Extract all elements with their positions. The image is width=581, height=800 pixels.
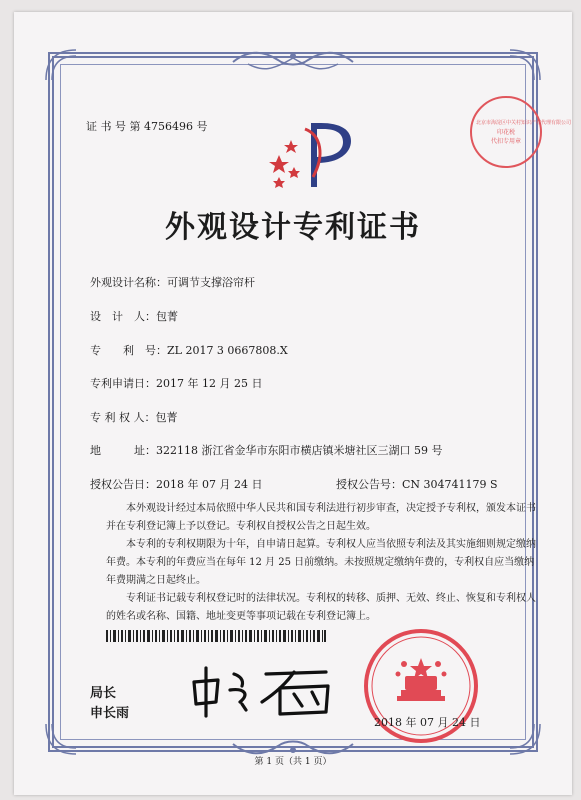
field-patent-number	[90, 342, 288, 358]
field-value: 包菁	[155, 411, 178, 424]
certificate-title: 外观设计专利证书	[165, 210, 421, 245]
field-label: 专 利 号：	[90, 344, 167, 357]
field-value: 322118 浙江省金华市东阳市横店镇米塘社区三湖口 59 号	[156, 444, 443, 457]
field-design-name	[90, 274, 255, 290]
field-value: ZL 2017 3 0667808.X	[167, 344, 288, 357]
field-value: 2018 年 07 月 24 日	[156, 478, 263, 491]
field-value: 包菁	[156, 310, 178, 323]
field-label: 专利申请日：	[90, 377, 156, 390]
certificate-number-label: 证 书 号 第	[86, 120, 141, 133]
field-value: CN 304741179 S	[402, 478, 498, 491]
paragraph-grant-decision: 本外观设计经过本局依照中华人民共和国专利法进行初步审查，决定授予专利权，颁发本证书并在专利登记簿上予以登记。专利权自授权公告之日起生效。	[106, 503, 536, 532]
tax-stamp-arc-text: 北京市海淀区中关村知识产权代理有限公司	[476, 119, 572, 126]
tax-stamp-line2: 代扣专用章	[490, 137, 521, 145]
field-value: 可调节支撑浴帘杆	[167, 276, 255, 289]
corner-ornament-bl	[44, 722, 78, 756]
field-application-date	[90, 375, 262, 391]
field-label: 外观设计名称：	[90, 276, 167, 289]
certificate-number	[86, 118, 208, 134]
patent-office-logo	[269, 115, 369, 195]
bottom-ornament	[228, 734, 358, 756]
field-label: 地 址：	[90, 444, 156, 457]
corner-ornament-tr	[508, 48, 542, 82]
field-patentee	[90, 409, 178, 425]
field-label: 专 利 权 人：	[90, 411, 156, 424]
field-address	[90, 442, 442, 458]
page-number: 第 1 页（共 1 页）	[254, 757, 332, 767]
certificate-number-suffix: 号	[196, 120, 208, 133]
field-label: 授权公告号：	[336, 478, 402, 491]
certificate-number-value: 4756496	[144, 120, 193, 133]
field-grant-date	[90, 476, 262, 492]
director-signature	[184, 660, 344, 720]
barcode	[106, 630, 326, 642]
tax-stamp-line1: 印花税	[496, 128, 515, 136]
corner-ornament-br	[508, 722, 542, 756]
top-ornament	[228, 50, 358, 72]
field-value: 2017 年 12 月 25 日	[156, 377, 263, 390]
paragraph-patent-term: 本专利的专利权期限为十年，自申请日起算。专利权人应当依照专利法及其实施细则规定缴纳年费。本专利的年费应当在每年 12 月 25 日前缴纳。未按照规定缴纳年费的，专利权自应当缴纳年费期满之日起终止。	[106, 539, 536, 586]
corner-ornament-tl	[44, 48, 78, 82]
director-name: 申长雨	[90, 706, 130, 721]
director-title: 局长	[90, 686, 117, 701]
certificate-page	[14, 12, 572, 795]
seal-date: 2018 年 07 月 24 日	[374, 716, 481, 729]
field-label: 授权公告日：	[90, 478, 156, 491]
field-grant-number	[336, 476, 498, 492]
field-label: 设 计 人：	[90, 310, 156, 323]
tax-stamp	[470, 96, 572, 168]
paragraph-legal-status: 专利证书记载专利权登记时的法律状况。专利权的转移、质押、无效、终止、恢复和专利权人的姓名或名称、国籍、地址变更等事项记载在专利登记簿上。	[106, 593, 536, 622]
field-designer	[90, 308, 178, 324]
